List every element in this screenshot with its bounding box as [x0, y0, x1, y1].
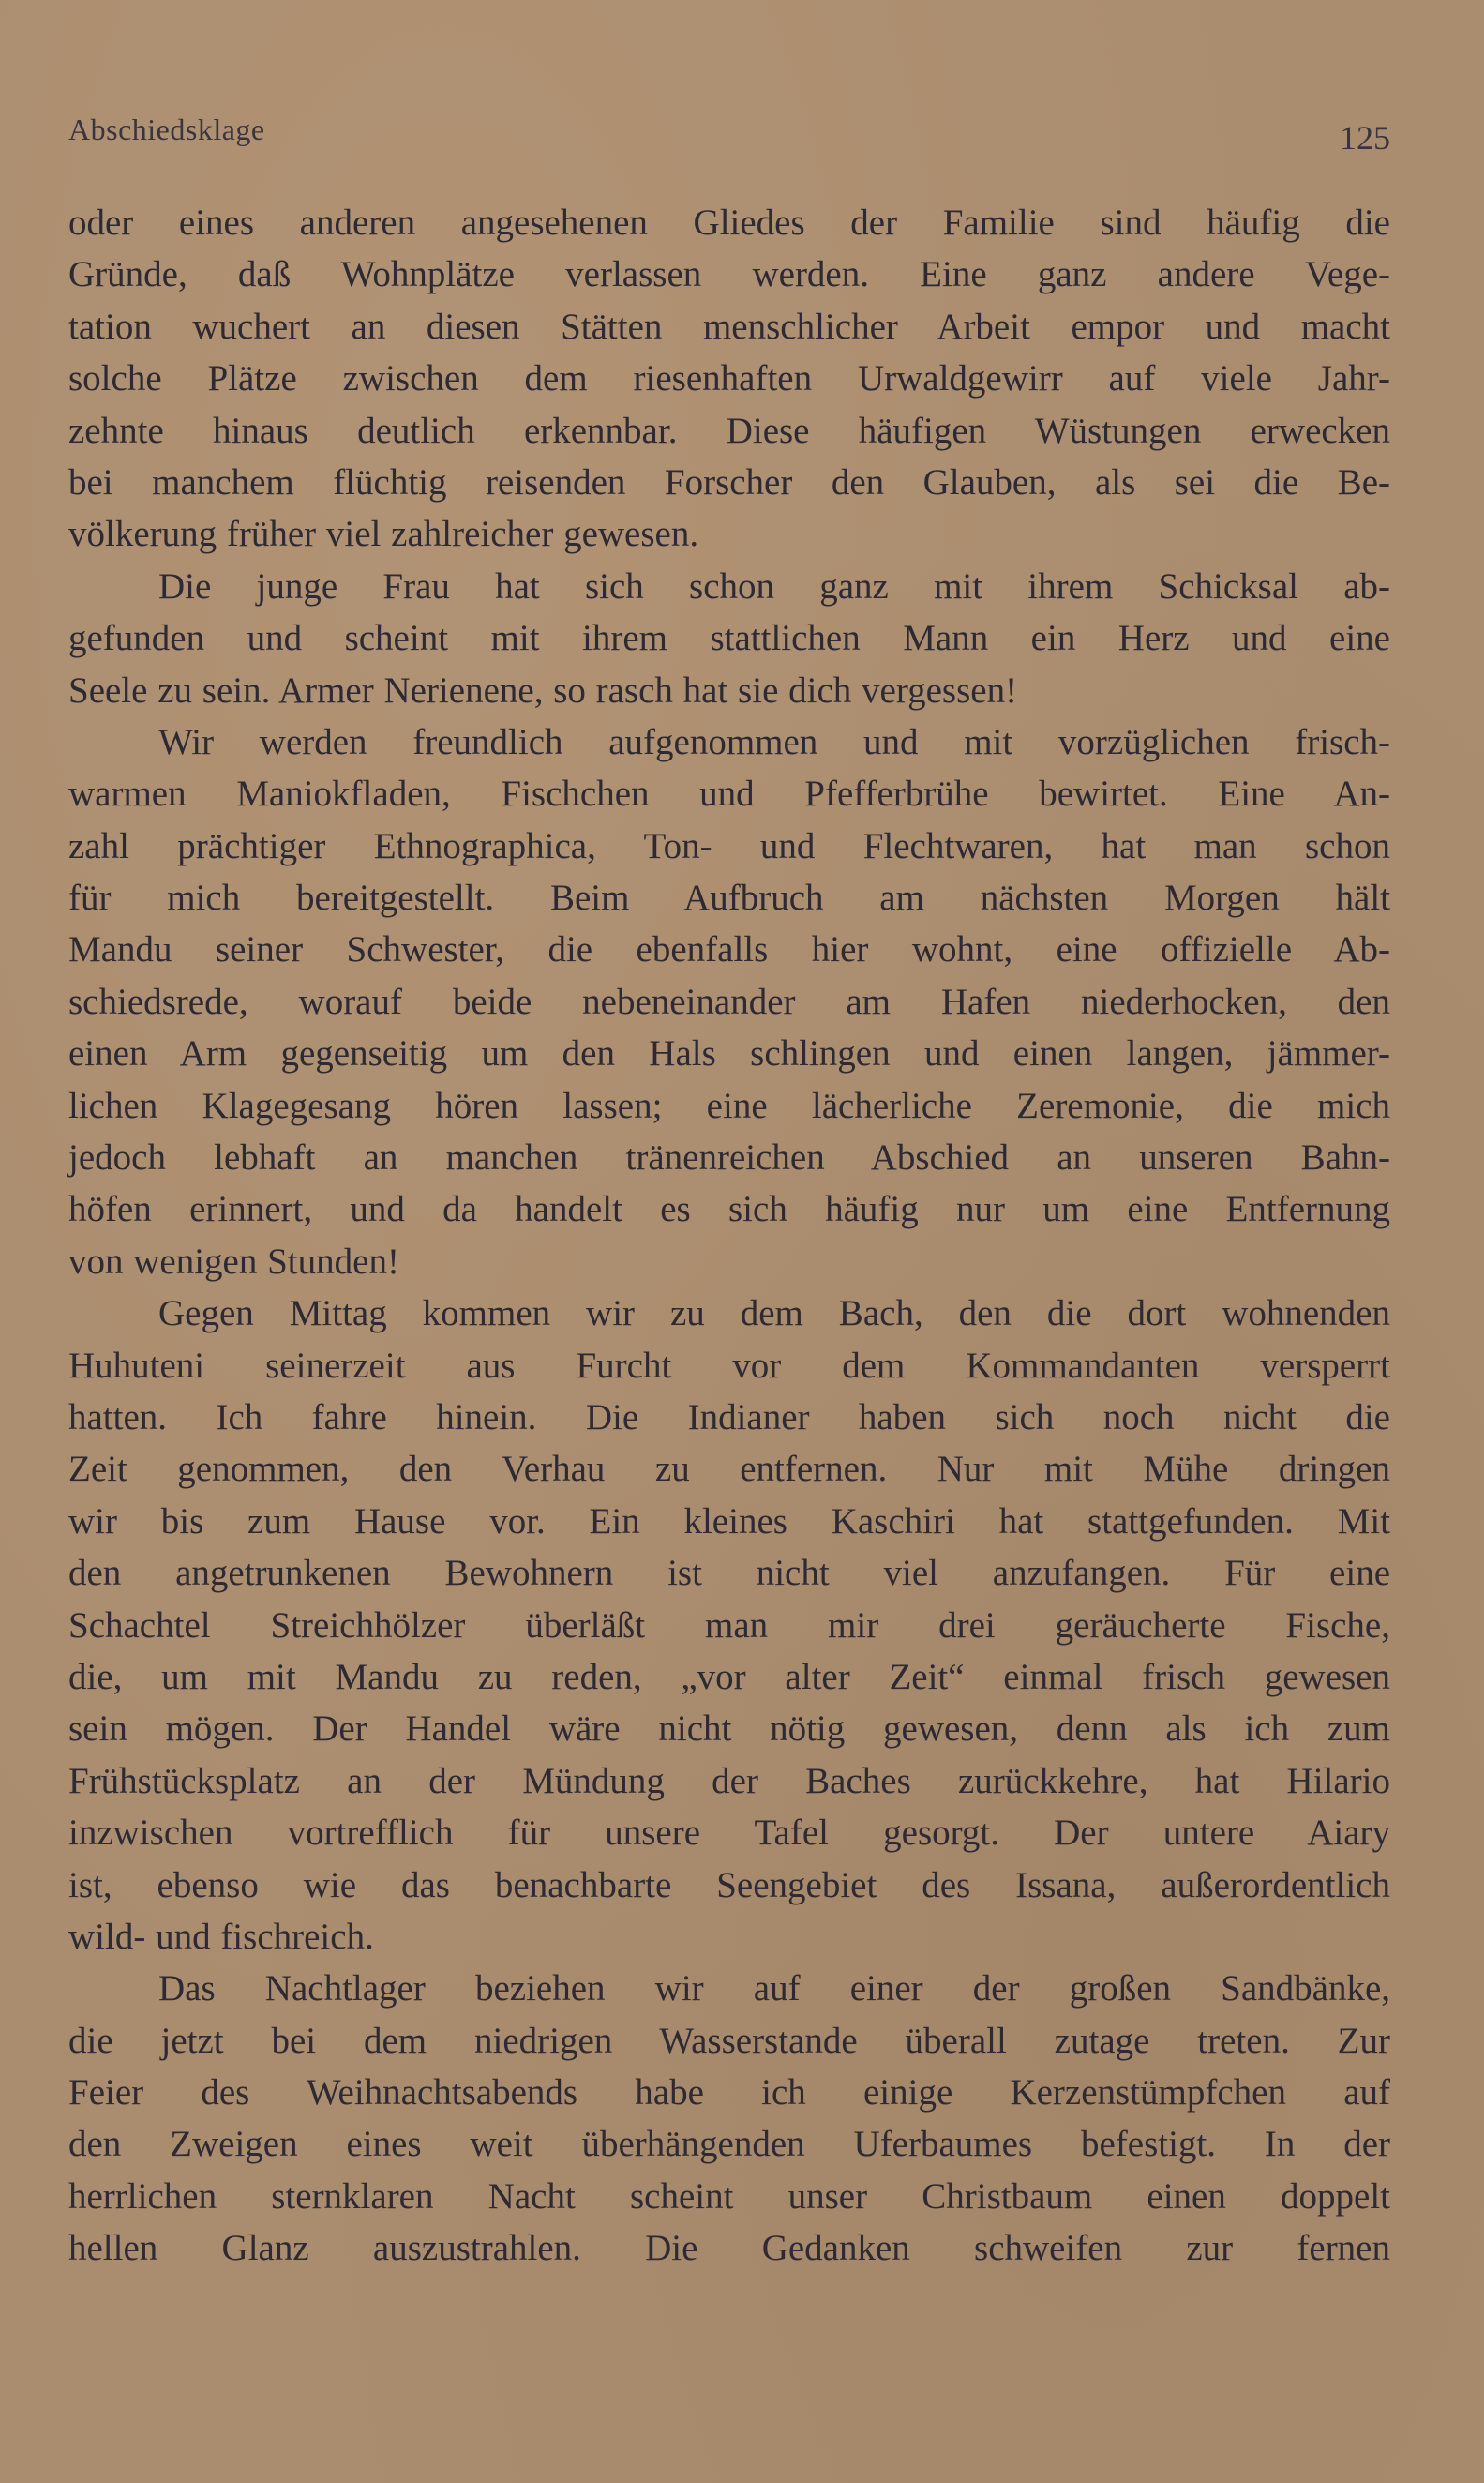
text-line: wild- und fischreich.: [68, 1916, 374, 1957]
text-line: oder eines anderen angesehenen Gliedes der Familie sind häufig die: [68, 203, 1390, 243]
text-line: Wir werden freundlich aufgenommen und mit vorzüglichen frisch-: [158, 721, 1390, 762]
running-header: [68, 105, 1390, 161]
text-line: gefunden und scheint mit ihrem stattlichen Mann ein Herz und eine: [68, 618, 1390, 659]
text-line: Das Nachtlager beziehen wir auf einer der großen Sandbänke,: [158, 1968, 1390, 2009]
text-line: für mich bereitgestellt. Beim Aufbruch am nächsten Morgen hält: [68, 878, 1390, 919]
text-line: wir bis zum Hause vor. Ein kleines Kaschiri hat stattgefunden. Mit: [68, 1500, 1390, 1542]
text-line: bei manchem flüchtig reisenden Forscher den Glauben, als sei die Be-: [68, 461, 1390, 503]
text-line: den Zweigen eines weit überhängenden Uferbaumes befestigt. In der: [68, 2124, 1390, 2165]
paragraph: [68, 1287, 1390, 1963]
text-line: schiedsrede, worauf beide nebeneinander am Hafen niederhocken, den: [68, 981, 1390, 1022]
body-text: [68, 197, 1390, 2275]
text-line: herrlichen sternklaren Nacht scheint unser Christbaum einen doppelt: [68, 2175, 1390, 2217]
paragraph: [68, 197, 1390, 561]
text-line: Schachtel Streichhölzer überläßt man mir drei geräucherte Fische,: [68, 1604, 1390, 1646]
text-line: von wenigen Stunden!: [68, 1241, 399, 1282]
text-line: Huhuteni seinerzeit aus Furcht vor dem Kommandanten versperrt: [68, 1345, 1390, 1386]
text-line: warmen Maniokfladen, Fischchen und Pfefferbrühe bewirtet. Eine An-: [68, 774, 1390, 815]
text-line: die, um mit Mandu zu reden, „vor alter Zeit“ einmal frisch gewesen: [68, 1656, 1390, 1697]
text-line: zehnte hinaus deutlich erkennbar. Diese häufigen Wüstungen erwecken: [68, 410, 1390, 451]
text-line: zahl prächtiger Ethnographica, Ton- und Flechtwaren, hat man schon: [68, 825, 1390, 866]
text-line: Mandu seiner Schwester, die ebenfalls hier wohnt, eine offizielle Ab-: [68, 929, 1390, 971]
text-line: Die junge Frau hat sich schon ganz mit ihrem Schicksal ab-: [158, 565, 1390, 607]
text-line: solche Plätze zwischen dem riesenhaften Urwaldgewirr auf viele Jahr-: [68, 358, 1390, 399]
text-line: einen Arm gegenseitig um den Hals schlingen und einen langen, jämmer-: [68, 1033, 1390, 1075]
page-number: 125: [1340, 119, 1390, 157]
text-line: Zeit genommen, den Verhau zu entfernen. Nur mit Mühe dringen: [68, 1449, 1390, 1490]
text-line: Frühstücksplatz an der Mündung der Baches zurückkehre, hat Hilario: [68, 1760, 1390, 1801]
text-line: Gründe, daß Wohnplätze verlassen werden. Eine ganz andere Vege-: [68, 254, 1390, 295]
text-line: sein mögen. Der Handel wäre nicht nötig gewesen, denn als ich zum: [68, 1708, 1390, 1750]
text-line: Gegen Mittag kommen wir zu dem Bach, den die dort wohnenden: [158, 1293, 1390, 1334]
text-line: jedoch lebhaft an manchen tränenreichen Abschied an unseren Bahn-: [68, 1137, 1390, 1179]
text-line: völkerung früher viel zahlreicher gewesen.: [68, 514, 699, 555]
paragraph: [68, 716, 1390, 1287]
text-line: höfen erinnert, und da handelt es sich häufig nur um eine Entfernung: [68, 1189, 1390, 1230]
text-line: tation wuchert an diesen Stätten menschlicher Arbeit empor und macht: [68, 306, 1390, 347]
paragraph: [68, 1963, 1390, 2274]
paragraph: [68, 561, 1390, 716]
text-line: Seele zu sein. Armer Nerienene, so rasch hat sie dich vergessen!: [68, 670, 1018, 711]
text-line: hellen Glanz auszustrahlen. Die Gedanken schweifen zur fernen: [68, 2228, 1390, 2269]
text-line: hatten. Ich fahre hinein. Die Indianer haben sich noch nicht die: [68, 1396, 1390, 1437]
text-line: den angetrunkenen Bewohnern ist nicht viel anzufangen. Für eine: [68, 1553, 1390, 1594]
running-title: Abschiedsklage: [68, 113, 265, 146]
text-line: inzwischen vortrefflich für unsere Tafel gesorgt. Der untere Aiary: [68, 1813, 1390, 1854]
text-line: Feier des Weihnachtsabends habe ich einige Kerzenstümpfchen auf: [68, 2072, 1390, 2114]
text-line: die jetzt bei dem niedrigen Wasserstande überall zutage treten. Zur: [68, 2020, 1390, 2061]
text-line: ist, ebenso wie das benachbarte Seengebiet des Issana, außerordentlich: [68, 1864, 1390, 1905]
text-line: lichen Klagegesang hören lassen; eine lächerliche Zeremonie, die mich: [68, 1085, 1390, 1126]
